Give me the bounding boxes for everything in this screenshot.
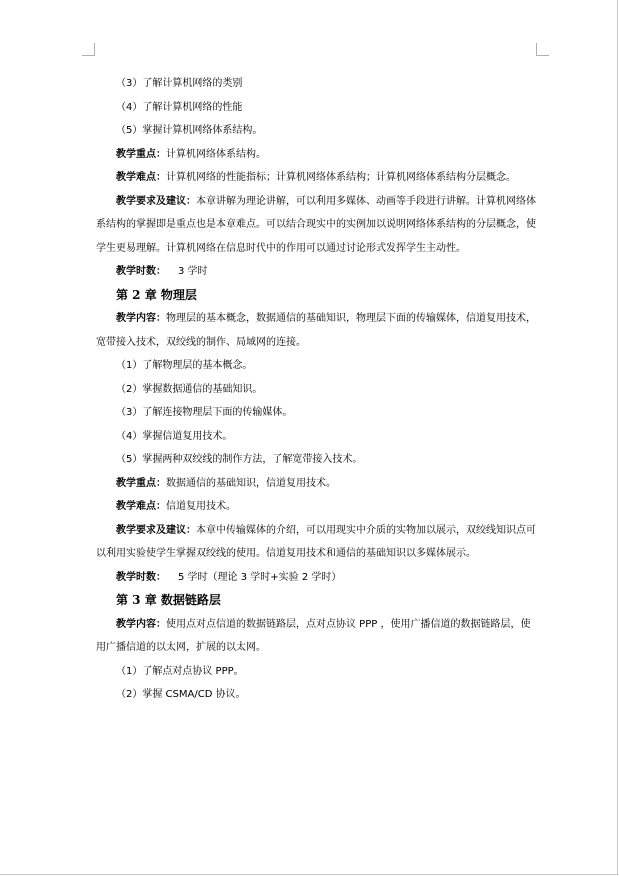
value: 数据通信的基础知识，信道复用技术。 [166,477,336,489]
label: 教学要求及建议： [116,524,196,536]
ch1-key-points [96,143,536,167]
list-item: （3）了解连接物理层下面的传输媒体。 [116,407,293,418]
label: 教学内容： [116,618,166,630]
list-item: （1）了解点对点协议 PPP。 [116,665,244,677]
list-item: （4）掌握信道复用技术。 [116,430,233,442]
label: 教学重点： [116,148,166,160]
list-item: （2）掌握数据通信的基础知识。 [116,383,263,395]
value: 计算机网络体系结构。 [166,148,266,160]
ch1-difficulties [96,166,536,190]
value: 计算机网络的性能指标；计算机网络体系结构；计算机网络体系结构分层概念。 [166,172,516,183]
list-item: （1）了解物理层的基本概念。 [116,360,253,371]
ch2-hours [96,566,536,590]
value: 使用点对点信道的数据链路层，点对点协议 PPP ，使用广播信道的数据链路层，使用广播信道的以太网，扩展的以太网。 [96,618,531,653]
ch2-key-points [96,472,536,496]
ch3-content [96,613,536,660]
list-item: （3）了解计算机网络的类别 [116,78,243,89]
value: 本章中传输媒体的介绍，可以用现实中介质的实物加以展示，双绞线知识点可以利用实验使学生掌握双绞线的使用。信道复用技术和通信的基础知识以多媒体展示。 [96,524,536,559]
list-item: （5）掌握两种双绞线的制作方法，了解宽带接入技术。 [116,454,363,465]
ch1-hours [96,260,536,284]
list-item: （4）了解计算机网络的性能 [116,101,243,113]
ch2-content [96,307,536,354]
value: 3 学时 [178,266,208,277]
value: 本章讲解为理论讲解，可以利用多媒体、动画等手段进行讲解。计算机网络体系结构的掌握即是重点也是本章难点。可以结合现实中的实例加以说明网络体系结构的分层概念，使学生更易理解。计算机网络在信息时代中的作用可以通过讨论形式发挥学生主动性。 [96,195,536,254]
ch1-requirements [96,190,536,261]
crop-mark-top-right [536,43,549,56]
crop-mark-top-left [82,43,95,56]
list-item: （5）掌握计算机网络体系结构。 [116,125,263,136]
label: 教学难点： [116,172,166,183]
chapter-2-heading: 第 2 章 物理层 [116,287,197,302]
value: 信道复用技术。 [166,501,236,512]
label: 教学要求及建议： [116,195,196,207]
list-item: （2）掌握 CSMA/CD 协议。 [116,689,246,700]
label: 教学重点： [116,477,166,489]
document-body [96,72,536,707]
label: 教学内容： [116,313,166,324]
value: 5 学时（理论 3 学时+实验 2 学时） [178,571,342,583]
value: 物理层的基本概念，数据通信的基础知识，物理层下面的传输媒体，信道复用技术，宽带接入技术，双绞线的制作、局域网的连接。 [96,313,536,348]
label: 教学时数： [116,266,166,277]
label: 教学时数： [116,571,166,583]
chapter-3-heading: 第 3 章 数据链路层 [116,593,221,607]
ch2-requirements [96,519,536,566]
label: 教学难点： [116,501,166,512]
ch2-difficulties [96,495,536,519]
